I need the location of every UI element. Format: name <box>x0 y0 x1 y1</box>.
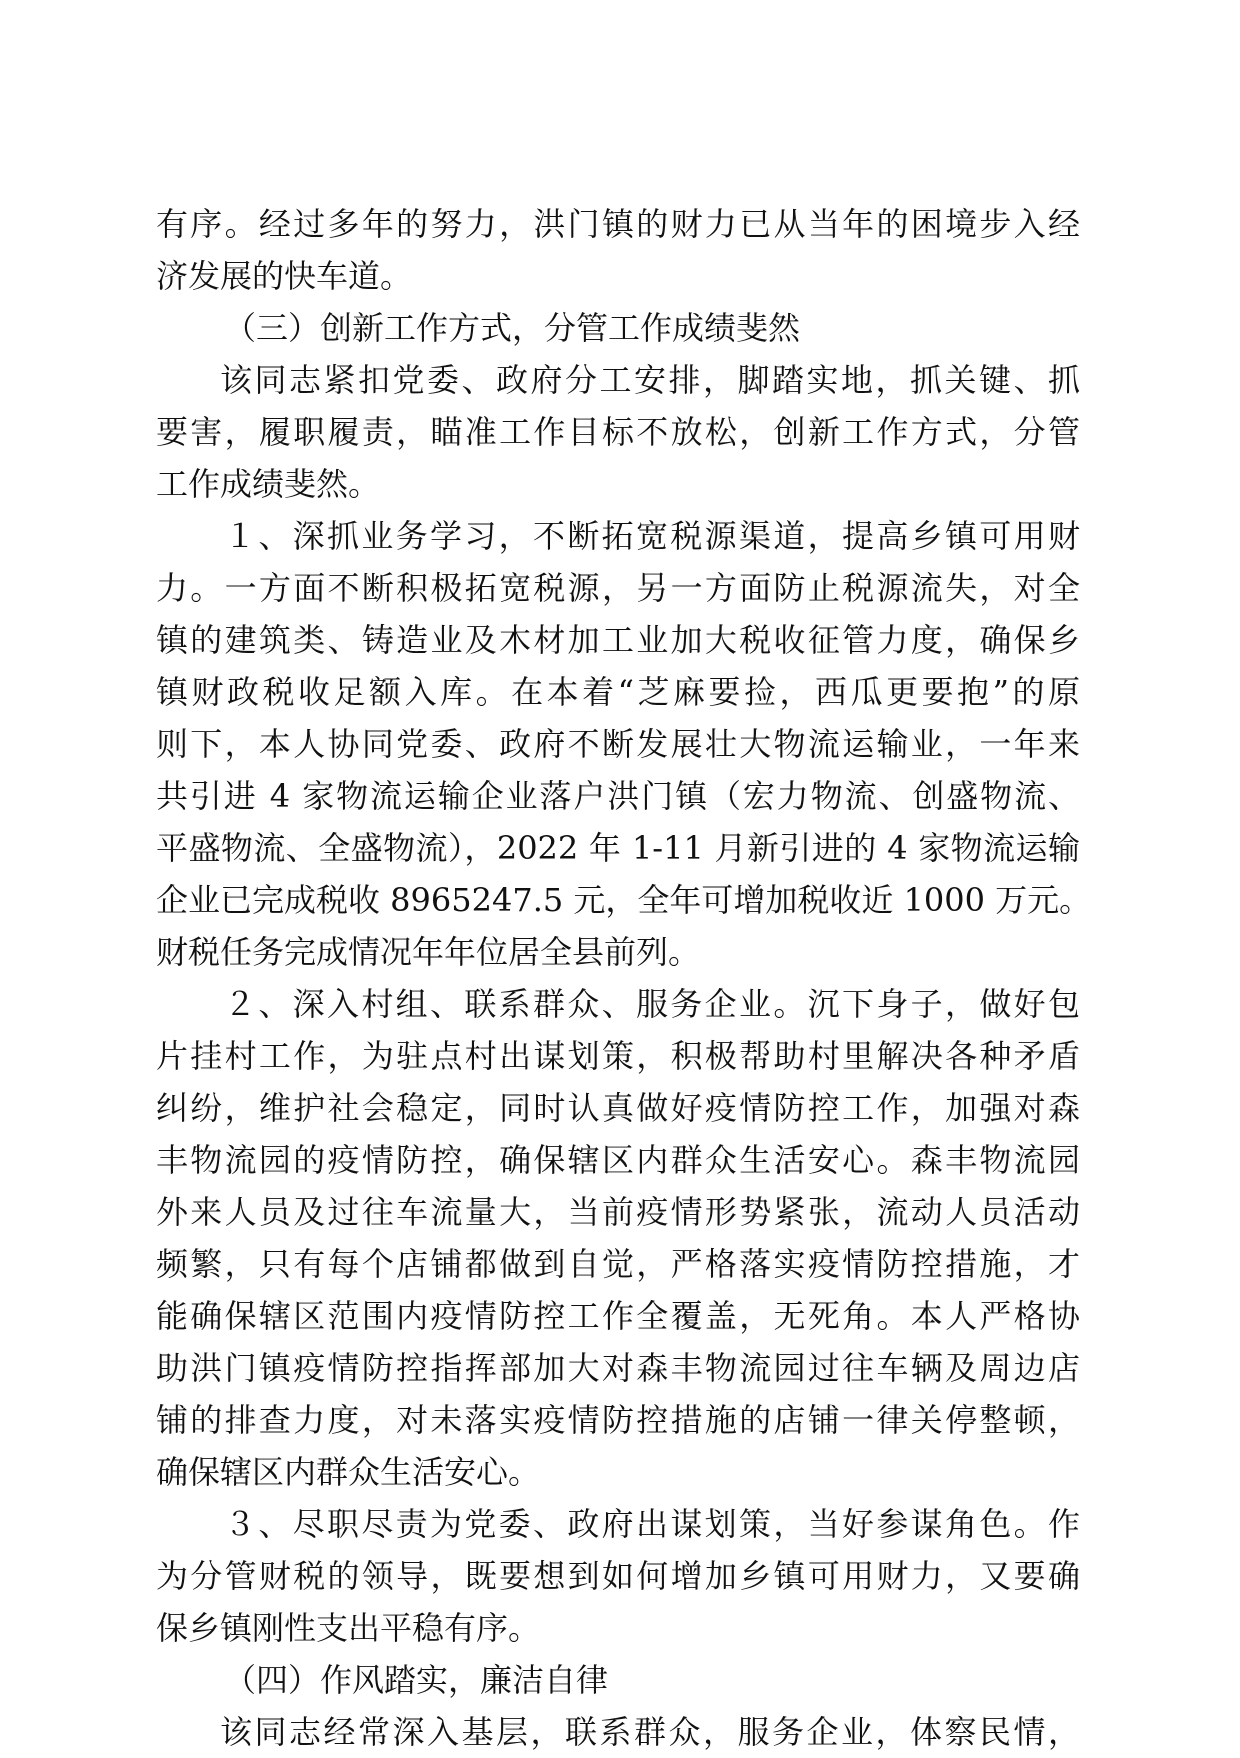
item-2-line: 确保辖区内群众生活安心。 <box>156 1453 541 1491</box>
item-1-line: 平盛物流、全盛物流），2022 年 1-11 月新引进的 4 家物流运输 <box>156 829 1080 867</box>
item-1-line: 力。一方面不断积极拓宽税源，另一方面防止税源流失，对全 <box>156 569 1080 607</box>
item-2-line: 助洪门镇疫情防控指挥部加大对森丰物流园过往车辆及周边店 <box>156 1349 1080 1387</box>
item-1-line: 财税任务完成情况年年位居全县前列。 <box>156 933 701 971</box>
item-3-line: 为分管财税的领导，既要想到如何增加乡镇可用财力，又要确 <box>156 1557 1080 1595</box>
item-2-line: 外来人员及过往车流量大，当前疫情形势紧张，流动人员活动 <box>156 1193 1080 1231</box>
item-2-line: ２、深入村组、联系群众、服务企业。沉下身子，做好包 <box>224 985 1080 1023</box>
item-2-line: 铺的排查力度，对未落实疫情防控措施的店铺一律关停整顿， <box>156 1401 1080 1439</box>
section-heading-3: （三）创新工作方式，分管工作成绩斐然 <box>224 309 801 347</box>
item-2-line: 能确保辖区范围内疫情防控工作全覆盖，无死角。本人严格协 <box>156 1297 1080 1335</box>
item-2-line: 丰物流园的疫情防控，确保辖区内群众生活安心。森丰物流园 <box>156 1141 1080 1179</box>
item-3-line: ３、尽职尽责为党委、政府出谋划策，当好参谋角色。作 <box>224 1505 1080 1543</box>
item-1-line: 镇的建筑类、铸造业及木材加工业加大税收征管力度，确保乡 <box>156 621 1080 659</box>
item-1-line: 企业已完成税收 8965247.5 元，全年可增加税收近 1000 万元。 <box>156 881 1092 919</box>
item-1-line: 镇财政税收足额入库。在本着“芝麻要捡，西瓜更要抱”的原 <box>156 673 1080 711</box>
item-2-line: 片挂村工作，为驻点村出谋划策，积极帮助村里解决各种矛盾 <box>156 1037 1080 1075</box>
item-1-line: 则下，本人协同党委、政府不断发展壮大物流运输业，一年来 <box>156 725 1080 763</box>
item-2-line: 纠纷，维护社会稳定，同时认真做好疫情防控工作，加强对森 <box>156 1089 1080 1127</box>
item-1-line: １、深抓业务学习，不断拓宽税源渠道，提高乡镇可用财 <box>224 517 1080 555</box>
paragraph-line: 该同志经常深入基层，联系群众，服务企业，体察民情， <box>220 1713 1080 1751</box>
paragraph-line: 要害，履职履责，瞄准工作目标不放松，创新工作方式，分管 <box>156 413 1080 451</box>
paragraph-continued-line: 济发展的快车道。 <box>156 257 413 295</box>
paragraph-continued-line: 有序。经过多年的努力，洪门镇的财力已从当年的困境步入经 <box>156 205 1080 243</box>
section-heading-4: （四）作风踏实，廉洁自律 <box>224 1661 609 1699</box>
item-2-line: 频繁，只有每个店铺都做到自觉，严格落实疫情防控措施，才 <box>156 1245 1080 1283</box>
item-1-line: 共引进 4 家物流运输企业落户洪门镇（宏力物流、创盛物流、 <box>156 777 1080 815</box>
paragraph-line: 该同志紧扣党委、政府分工安排，脚踏实地，抓关键、抓 <box>220 361 1080 399</box>
paragraph-line: 工作成绩斐然。 <box>156 465 381 503</box>
item-3-line: 保乡镇刚性支出平稳有序。 <box>156 1609 541 1647</box>
